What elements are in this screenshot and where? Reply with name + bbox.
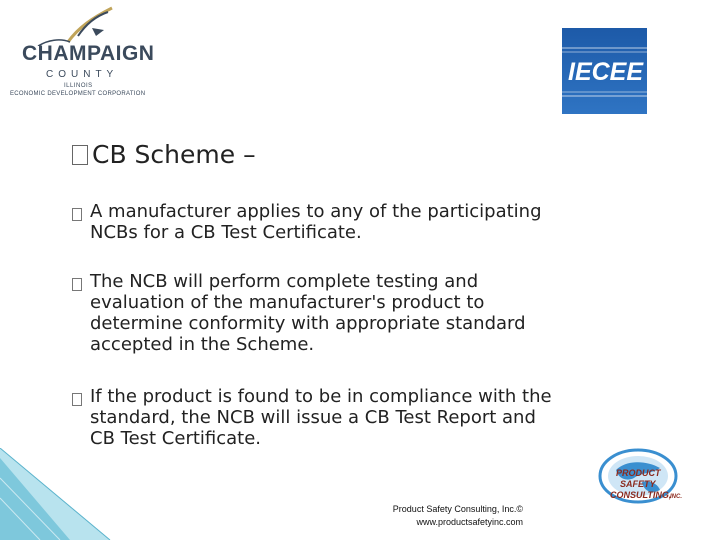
psc-logo-line-1: PRODUCT (616, 468, 661, 478)
bullet-1-line-1: A manufacturer applies to any of the participating (90, 201, 542, 222)
logo-line-edc: ECONOMIC DEVELOPMENT CORPORATION (10, 91, 146, 97)
bullet-box-icon (72, 390, 82, 411)
psc-logo-suffix: INC. (670, 494, 682, 500)
logo-line-illinois: ILLINOIS (64, 83, 93, 89)
heading-text: CB Scheme – (92, 140, 256, 169)
footer-company: Product Safety Consulting, Inc.© (392, 504, 523, 514)
bullet-2-line-1: The NCB will perform complete testing and (90, 271, 479, 292)
bullet-1-line-2: NCBs for a CB Test Certificate. (90, 222, 362, 243)
iecee-logo-text: IECEE (568, 58, 644, 86)
bird-icon (8, 6, 144, 46)
logo-line-champaign: CHAMPAIGN (22, 42, 155, 65)
bullet-box-icon (72, 145, 88, 165)
champaign-county-logo (8, 6, 155, 98)
slide-heading (72, 140, 256, 169)
psc-logo (586, 446, 690, 516)
bullet-box-icon (72, 205, 82, 226)
bullet-3-line-2: standard, the NCB will issue a CB Test Report and (90, 407, 536, 428)
psc-logo-line-2: SAFETY (620, 479, 656, 489)
bullet-2-line-2: evaluation of the manufacturer's product to (90, 292, 485, 313)
bullet-2-line-4: accepted in the Scheme. (90, 334, 315, 355)
bullet-3-line-1: If the product is found to be in compliance with the (90, 386, 552, 407)
logo-line-county: COUNTY (46, 69, 119, 80)
footer-url: www.productsafetyinc.com (416, 517, 523, 527)
iecee-logo (562, 28, 647, 114)
bullet-box-icon (72, 275, 82, 296)
bullet-2-line-3: determine conformity with appropriate standard (90, 313, 526, 334)
bullet-3-line-3: CB Test Certificate. (90, 428, 262, 449)
footer (368, 503, 523, 529)
psc-logo-line-3: CONSULTING, (610, 490, 672, 500)
corner-decoration (0, 448, 140, 540)
